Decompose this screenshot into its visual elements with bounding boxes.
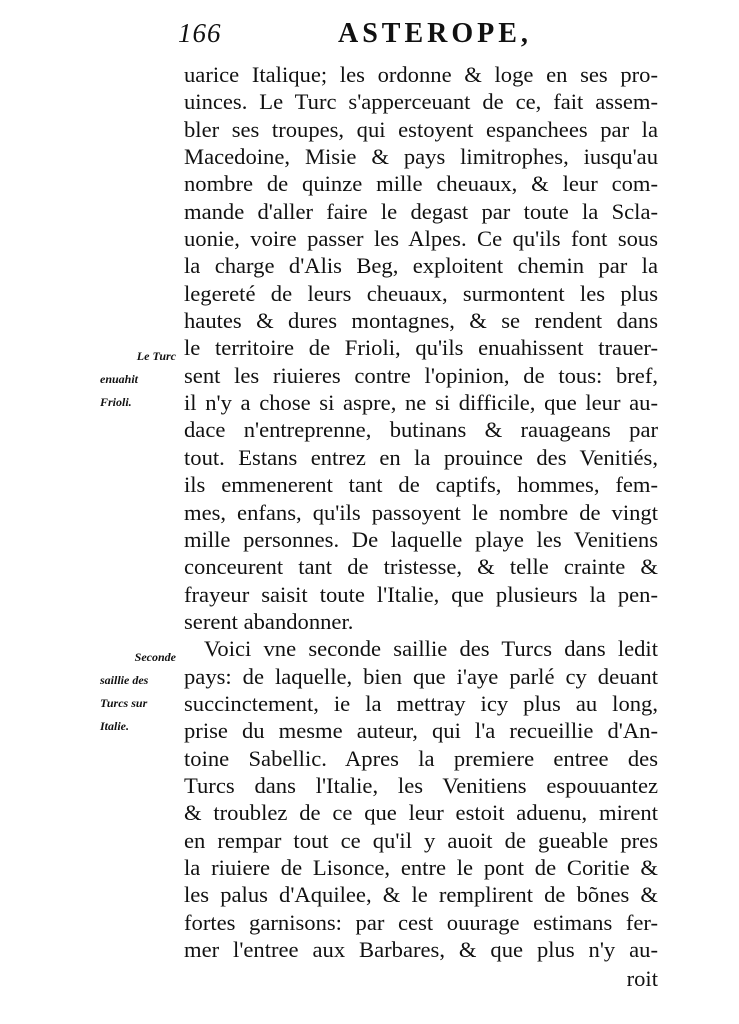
text-line: mille personnes. De laquelle playe les Venitiens xyxy=(184,526,658,552)
text-line: dace n'entreprenne, butinans & rauageans par xyxy=(184,417,658,443)
text-line: pays: de laquelle, bien que i'aye parlé cy deuant xyxy=(184,663,658,689)
text-line: legereté de leurs cheuaux, surmontent les plus xyxy=(184,280,658,306)
text-line: mande d'aller faire le degast par toute la Scla- xyxy=(184,198,658,224)
text-line: serent abandonner. xyxy=(184,608,354,634)
text-line: conceurent tant de tristesse, & telle crainte & xyxy=(184,554,658,580)
text-line: uarice Italique; les ordonne & loge en ses pro- xyxy=(184,62,658,87)
margin-note-turk-invades-frioli xyxy=(100,345,176,414)
text-line: & troublez de ce que leur estoit aduenu, mirent xyxy=(184,800,658,826)
text-line: sent les riuieres contre l'opinion, de tous: bref, xyxy=(184,362,658,388)
margin-note-line: Frioli. xyxy=(100,395,132,409)
text-line: bler ses troupes, qui estoyent espanchees par la xyxy=(184,116,658,142)
text-line: mes, enfans, qu'ils passoyent le nombre de vingt xyxy=(184,499,658,525)
margin-note-line: Italie. xyxy=(100,719,129,733)
margin-note-line: Le Turc xyxy=(136,349,176,363)
page-header xyxy=(178,18,578,52)
text-line: la charge d'Alis Beg, exploitent chemin par la xyxy=(184,253,658,279)
text-line: frayeur saisit toute l'Italie, que plusieurs la pen- xyxy=(184,581,658,607)
text-line: il n'y a chose si aspre, ne si difficile, que leur au- xyxy=(184,390,658,416)
margin-note-line: Seconde xyxy=(134,650,176,664)
margin-note-second-sally xyxy=(100,646,176,738)
text-line: succinctement, ie la mettray icy plus au long, xyxy=(184,690,658,716)
text-line: Macedoine, Misie & pays limitrophes, iusqu'au xyxy=(184,144,658,170)
margin-note-line: Turcs sur xyxy=(100,696,148,710)
text-line: les palus d'Aquilee, & le remplirent de bõnes & xyxy=(184,882,658,908)
body-text xyxy=(184,61,658,963)
text-line: toine Sabellic. Apres la premiere entree des xyxy=(184,745,658,771)
running-title: ASTEROPE, xyxy=(338,18,532,49)
text-line: ils emmenerent tant de captifs, hommes, fem- xyxy=(184,472,658,498)
text-line: uonie, voire passer les Alpes. Ce qu'ils font sous xyxy=(184,226,658,252)
text-line: en rempar tout ce qu'il y auoit de gueable pres xyxy=(184,827,658,853)
text-line: Voici vne seconde saillie des Turcs dans ledit xyxy=(204,636,658,662)
text-line: fortes garnisons: par cest ouurage estimans fer- xyxy=(184,909,658,935)
text-line: tout. Estans entrez en la prouince des Venitiés, xyxy=(184,444,658,470)
margin-note-line: enuahit xyxy=(100,372,139,386)
catchword: roit xyxy=(626,966,658,991)
text-line: prise du mesme auteur, qui l'a recueillie d'An- xyxy=(184,718,658,744)
page-number: 166 xyxy=(178,18,222,48)
text-line: la riuiere de Lisonce, entre le pont de Coritie & xyxy=(184,854,658,880)
text-line: hautes & dures montagnes, & se rendent dans xyxy=(184,308,658,334)
text-line: uinces. Le Turc s'apperceuant de ce, fait assem- xyxy=(184,89,658,115)
text-line: Turcs dans l'Italie, les Venitiens espouuantez xyxy=(184,772,658,798)
margin-note-line: saillie des xyxy=(100,673,149,687)
text-line: mer l'entree aux Barbares, & que plus n'y au- xyxy=(184,937,658,962)
text-line: nombre de quinze mille cheuaux, & leur com- xyxy=(184,171,658,197)
text-line: le territoire de Frioli, qu'ils enuahissent trauer- xyxy=(184,335,658,361)
